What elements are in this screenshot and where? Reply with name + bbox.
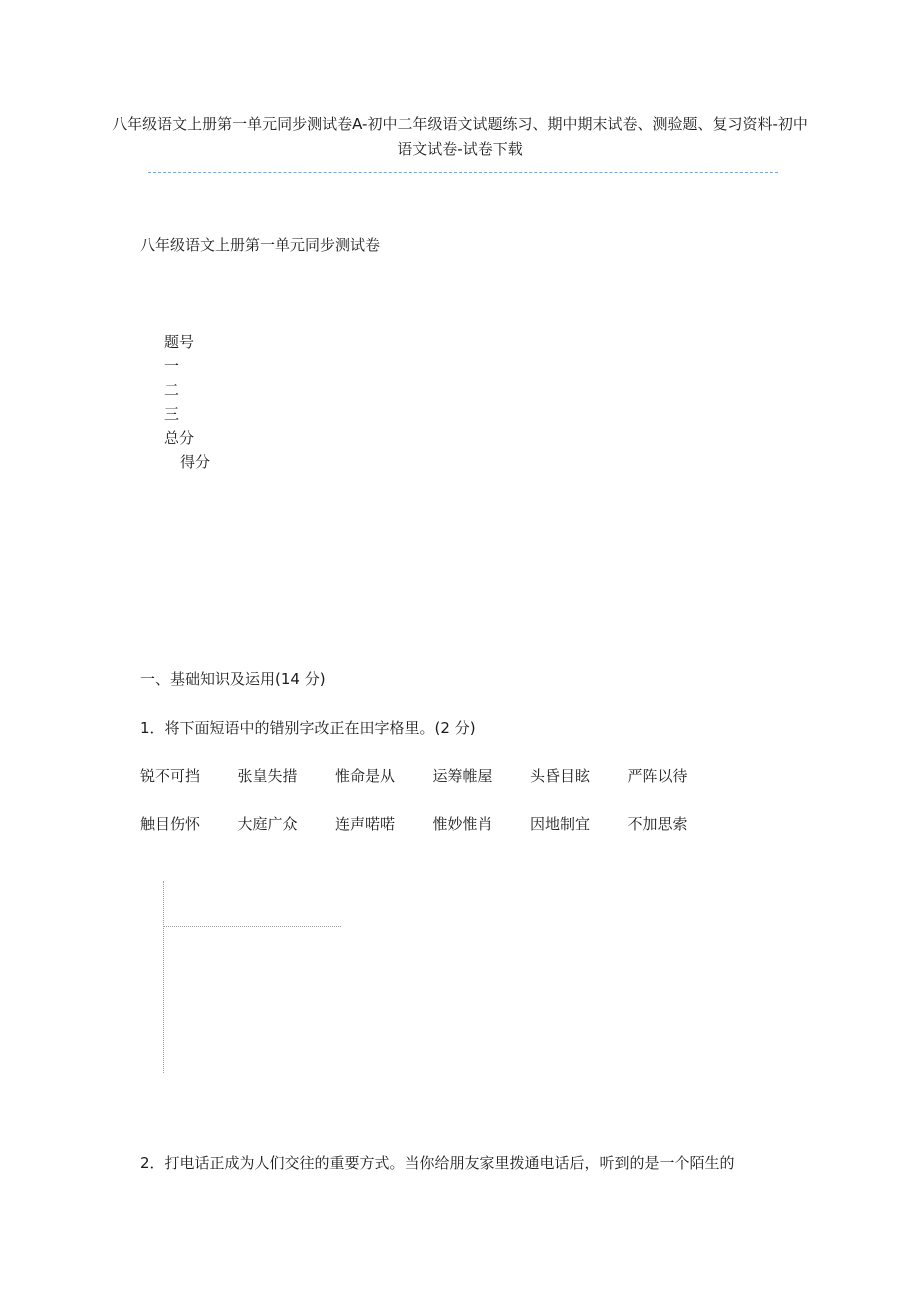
phrase-item: 因地制宜 — [530, 815, 591, 833]
test-subtitle: 八年级语文上册第一单元同步测试卷 — [140, 236, 381, 254]
phrase-item: 张皇失措 — [237, 767, 298, 785]
score-table — [164, 330, 210, 474]
phrase-row-2 — [140, 813, 725, 834]
phrase-row-1 — [140, 765, 725, 786]
phrase-item: 触目伤怀 — [140, 815, 201, 833]
score-table-row: 一 — [164, 357, 180, 375]
grid-vertical-line — [163, 881, 164, 1073]
score-table-row: 题号 — [164, 333, 195, 351]
score-table-row: 三 — [164, 405, 180, 423]
phrase-item: 严阵以待 — [627, 767, 688, 785]
phrase-item: 锐不可挡 — [140, 767, 201, 785]
score-table-row: 得分 — [180, 453, 211, 471]
question-1-text: 1．将下面短语中的错别字改正在田字格里。(2 分) — [140, 719, 476, 737]
phrase-item: 大庭广众 — [237, 815, 298, 833]
score-table-row: 总分 — [164, 429, 195, 447]
phrase-item: 不加思索 — [627, 815, 688, 833]
phrase-item: 惟妙惟肖 — [432, 815, 493, 833]
grid-horizontal-line — [163, 926, 341, 927]
section-heading: 一、基础知识及运用(14 分) — [140, 670, 326, 688]
answer-grid-box — [163, 881, 343, 1073]
title-divider — [148, 172, 778, 173]
phrase-item: 惟命是从 — [335, 767, 396, 785]
question-2-text: 2．打电话正成为人们交往的重要方式。当你给朋友家里拨通电话后，听到的是一个陌生的 — [140, 1154, 735, 1172]
phrase-item: 运筹帷屋 — [432, 767, 493, 785]
document-title: 八年级语文上册第一单元同步测试卷A-初中二年级语文试题练习、期中期末试卷、测验题、复习资料-初中语文试卷-试卷下载 — [112, 115, 808, 158]
phrase-item: 连声喏喏 — [335, 815, 396, 833]
phrase-item: 头昏目眩 — [530, 767, 591, 785]
score-table-row: 二 — [164, 381, 180, 399]
